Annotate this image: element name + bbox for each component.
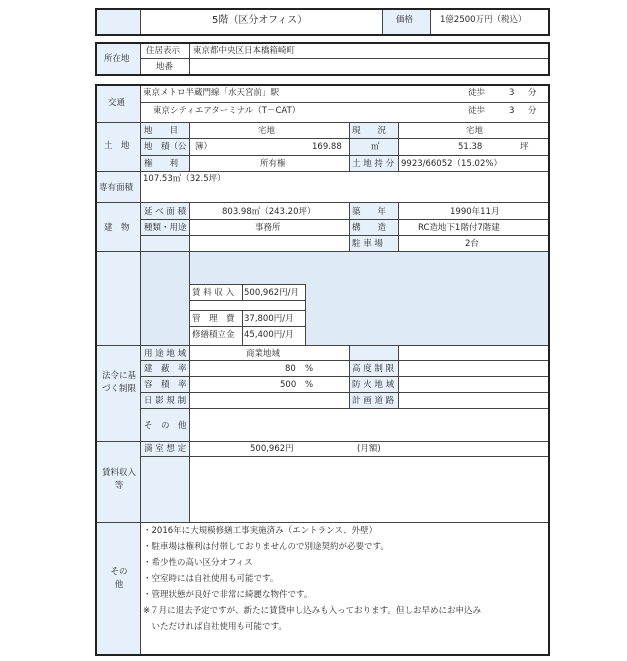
remark-7: いただければ自社使用も可能です。 [143, 622, 287, 632]
location-label: 所在地 [104, 54, 130, 64]
building-structure-label: 構 造 [352, 223, 387, 233]
header-left-shade [97, 10, 140, 34]
costs-right-shade [305, 252, 548, 345]
legal-zoning-label: 用 途 地 域 [144, 349, 187, 359]
legal-coverage-value: 80 [285, 364, 296, 374]
rental-label: 賃料収入等 [101, 468, 136, 492]
legal-other-label: そ の 他 [144, 421, 187, 431]
remark-5: ・管理状態が良好で非常に綺麗な物件です。 [143, 590, 313, 600]
land-genkyo-value: 宅地 [466, 126, 484, 136]
land-area-label: 地 積（公 簿） [144, 142, 213, 152]
address-value: 東京都中央区日本橋箱崎町 [193, 46, 296, 56]
costs-rent-label: 賃 料 収 入 [192, 288, 235, 298]
building-parking-value: 2台 [465, 239, 479, 249]
legal-label: 法令に基づく制限 [101, 371, 136, 395]
building-label: 建 物 [104, 223, 130, 233]
costs-shade [141, 252, 189, 345]
remarks-label: その他 [110, 567, 128, 591]
remark-6: ※７月に退去予定ですが、新たに賃貸申し込みも入っております。但しお早めにお申込み [143, 606, 481, 616]
land-area2-unit: 坪 [520, 142, 529, 152]
building-structure-value: RC造地下1階付7階建 [418, 223, 500, 233]
land-genkyo-label: 現 況 [352, 126, 387, 136]
transport-walk-2: 徒歩 [468, 106, 486, 116]
legal-shadow-label: 日 影 規 制 [144, 396, 187, 406]
remark-1: ・2016年に大規模修繕工事実施済み（エントランス、外壁） [143, 526, 378, 536]
land-chimoku-label: 地 目 [144, 126, 179, 136]
legal-plan-label: 計 画 道 路 [352, 396, 395, 406]
legal-far-unit: % [305, 380, 314, 390]
costs-repair-label: 修繕積立金 [192, 330, 235, 340]
land-share-value: 9923/66052（15.02%） [401, 159, 502, 169]
exclusive-label: 専有面積 [99, 183, 134, 193]
legal-fire-label: 防 火 地 域 [352, 380, 395, 390]
building-type-label: 種類・用途 [144, 223, 187, 233]
rental-full-value: 500,962円 [250, 444, 294, 454]
transport-label: 交通 [108, 98, 126, 108]
building-parking-label: 駐 車 場 [352, 239, 383, 249]
rental-full-label: 満 室 想 定 [144, 444, 187, 454]
transport-unit-2: 分 [528, 106, 537, 116]
legal-far-value: 500 [280, 380, 297, 390]
land-right-label: 権 利 [144, 159, 179, 169]
price-label: 価格 [396, 15, 414, 25]
legal-far-label: 容 積 率 [144, 380, 187, 390]
building-built-value: 1990年11月 [450, 207, 500, 217]
land-area-unit: ㎡ [371, 142, 380, 152]
costs-mgmt-value: 37,800円/月 [244, 314, 294, 324]
page-title: 5階（区分オフィス） [212, 15, 308, 26]
transport-walk-1: 徒歩 [468, 88, 486, 98]
transport-station-2: 東京シティエアターミナル（T－CAT） [153, 106, 301, 116]
land-area2-value: 51.38 [458, 142, 483, 152]
costs-mgmt-label: 管 理 費 [192, 314, 235, 324]
remark-2: ・駐車場は権利は付帯しておりませんので別途契約が必要です。 [143, 542, 389, 552]
remark-3: ・希少性の高い区分オフィス [143, 558, 253, 568]
transport-min-1: 3 [509, 88, 515, 98]
legal-height-label: 高 度 制 限 [352, 364, 395, 374]
land-right-value: 所有権 [260, 159, 286, 169]
transport-unit-1: 分 [528, 88, 537, 98]
building-floor-label: 延 べ 面 積 [144, 207, 187, 217]
land-area-value: 169.88 [312, 142, 342, 152]
transport-station-1: 東京メトロ半蔵門線「水天宮前」駅 [143, 88, 280, 98]
legal-coverage-unit: % [305, 364, 314, 374]
building-built-label: 築 年 [352, 207, 387, 217]
lot-label: 地番 [156, 62, 174, 72]
price-value: 1億2500万円（税込） [440, 15, 527, 25]
legal-zoning-value: 商業地域 [246, 349, 281, 359]
address-label: 住居表示 [146, 46, 181, 56]
building-floor-value: 803.98㎡（243.20坪） [222, 207, 316, 217]
costs-rent-value: 500,962円/月 [244, 288, 300, 298]
building-type-value: 事務所 [255, 223, 281, 233]
land-share-label: 土 地 持 分 [352, 159, 395, 169]
remark-4: ・空室時には自社使用も可能です。 [143, 574, 279, 584]
land-label: 土 地 [104, 141, 130, 151]
costs-repair-value: 45,400円/月 [244, 330, 294, 340]
transport-min-2: 3 [509, 106, 515, 116]
rental-full-note: (月額) [357, 444, 381, 454]
legal-coverage-label: 建 蔽 率 [144, 364, 187, 374]
land-chimoku-value: 宅地 [258, 126, 276, 136]
exclusive-value: 107.53㎡（32.5坪） [143, 174, 226, 184]
